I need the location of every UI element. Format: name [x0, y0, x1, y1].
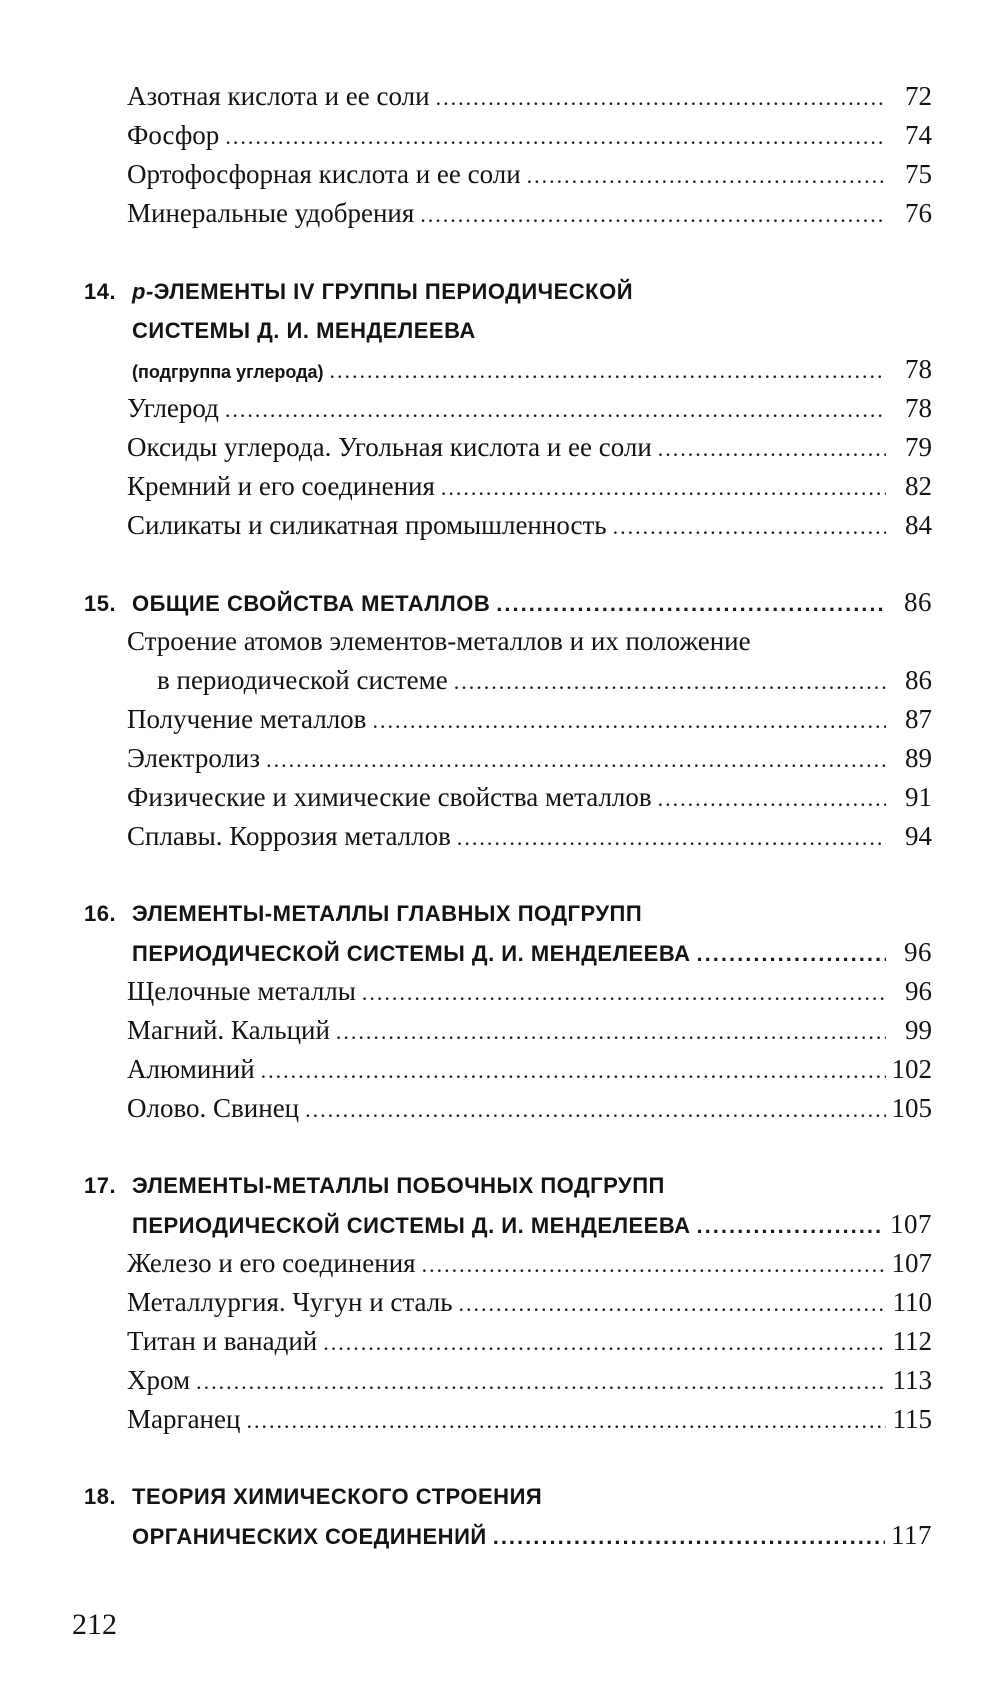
toc-entry: Оксиды углерода. Угольная кислота и ее соли ..... 79 [0, 428, 1000, 467]
toc-entry-cont: в периодической системе ..... 86 [0, 661, 1000, 700]
toc-entry: Физические и химические свойства металлов ..... 91 [0, 778, 1000, 817]
section-heading-cont: ПЕРИОДИЧЕСКОЙ СИСТЕМЫ Д. И. МЕНДЕЛЕЕВА ..... 107 [0, 1205, 1000, 1244]
section-heading-cont: ОРГАНИЧЕСКИХ СОЕДИНЕНИЙ ..... 117 [0, 1516, 1000, 1555]
section-heading-cont: СИСТЕМЫ Д. И. МЕНДЕЛЕЕВА [132, 318, 476, 343]
section-heading: 17. ЭЛЕМЕНТЫ-МЕТАЛЛЫ ПОБОЧНЫХ ПОДГРУПП [84, 1173, 665, 1198]
section-heading-cont: ПЕРИОДИЧЕСКОЙ СИСТЕМЫ Д. И. МЕНДЕЛЕЕВА ..... 96 [0, 933, 1000, 972]
toc-entry: Углерод ..... 78 [0, 389, 1000, 428]
toc-entry: Сплавы. Коррозия металлов ..... 94 [0, 817, 1000, 856]
toc-entry: Железо и его соединения ..... 107 [0, 1244, 1000, 1283]
toc-entry: Кремний и его соединения ..... 82 [0, 467, 1000, 506]
toc-entry: Хром ..... 113 [0, 1361, 1000, 1400]
toc-entry: Азотная кислота и ее соли ..... 72 [0, 77, 1000, 116]
toc-entry: Алюминий ..... 102 [0, 1050, 1000, 1089]
section-13-tail [0, 77, 1000, 233]
section-15 [0, 583, 1000, 856]
toc-entry: Ортофосфорная кислота и ее соли ..... 75 [0, 155, 1000, 194]
page-number: 212 [72, 1608, 117, 1641]
toc-entry: Марганец ..... 115 [0, 1400, 1000, 1439]
section-heading: 15. ОБЩИЕ СВОЙСТВА МЕТАЛЛОВ ..... 86 [0, 583, 1000, 622]
section-heading: 14. p-ЭЛЕМЕНТЫ IV ГРУППЫ ПЕРИОДИЧЕСКОЙ [84, 279, 634, 304]
toc-entry: Металлургия. Чугун и сталь ..... 110 [0, 1283, 1000, 1322]
toc-entry: Электролиз ..... 89 [0, 739, 1000, 778]
section-14 [0, 272, 1000, 545]
section-16 [0, 894, 1000, 1128]
toc-entry: Щелочные металлы ..... 96 [0, 972, 1000, 1011]
section-heading: 16. ЭЛЕМЕНТЫ-МЕТАЛЛЫ ГЛАВНЫХ ПОДГРУПП [84, 901, 643, 926]
section-17 [0, 1166, 1000, 1439]
section-heading: 18. ТЕОРИЯ ХИМИЧЕСКОГО СТРОЕНИЯ [84, 1484, 543, 1509]
toc-entry: Олово. Свинец ..... 105 [0, 1089, 1000, 1128]
toc-entry: Фосфор ..... 74 [0, 116, 1000, 155]
toc-entry: Силикаты и силикатная промышленность ..... 84 [0, 506, 1000, 545]
toc-entry: Титан и ванадий ..... 112 [0, 1322, 1000, 1361]
toc-entry: Получение металлов ..... 87 [0, 700, 1000, 739]
toc-entry: Минеральные удобрения ..... 76 [0, 194, 1000, 233]
toc-entry: Магний. Кальций ..... 99 [0, 1011, 1000, 1050]
toc-entry: (подгруппа углерода) ..... 78 [0, 350, 1000, 389]
section-18 [0, 1477, 1000, 1555]
toc-entry: Строение атомов элементов-металлов и их положение [127, 626, 751, 656]
